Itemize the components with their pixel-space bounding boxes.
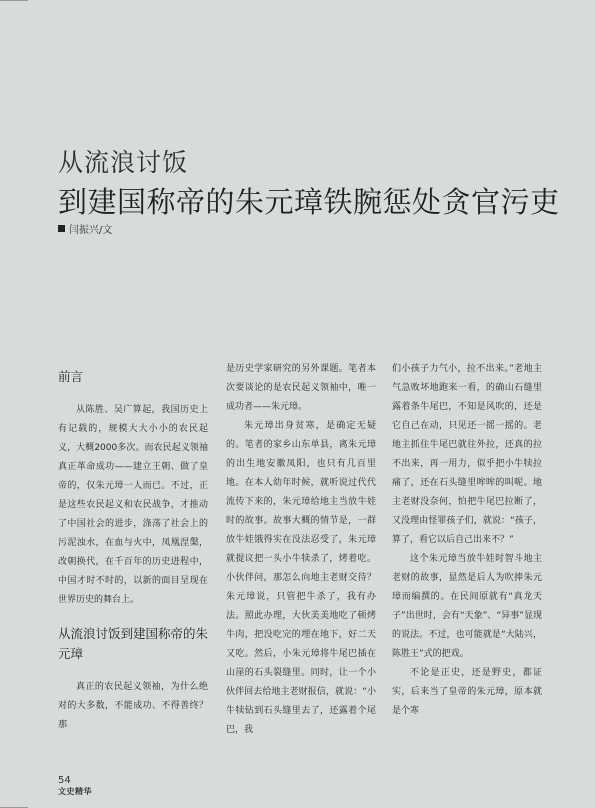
square-bullet-icon (58, 225, 65, 232)
paragraph: 从陈胜、吴广算起，我国历史上有记载的，规模大大小小的农民起义，大概2000多次。而农民起义领袖真正革命成功——建立王朝、做了皇帝的，仅朱元璋一人而已。不过，正是这些农民起义和农民战争，才推动了中国社会的进步，涤荡了社会上的污泥浊水，在血与火中，凤凰涅槃，改朝换代，在千百年的历史进程中，中国才时不时的，以新的面目呈现在世界历史的舞台上。 (58, 405, 208, 605)
article-title-line1: 从流浪讨饭 (58, 148, 189, 177)
paragraph: 朱元璋出身贫寒，是确定无疑的。笔者的家乡山东单县，离朱元璋的出生地安徽凤阳，也只有几百里地。在本人幼年时候，就听说过代代流传下来的，朱元璋给地主当放牛娃时的故事。故事大概的情节是，一群放牛娃饿得实在没法忍受了，朱元璋就提议把一头小牛犊杀了，烤着吃。小伙伴问，那怎么向地主老财交待？朱元璋说，只管把牛杀了，我有办法。照此办理，大伙美美地吃了顿烤牛肉，把没吃完的埋在地下，好二天又吃。然后，小朱元璋将牛尾巴插在山崖的石头裂缝里。同时，让一个小伙伴回去给地主老财报信，就说：“小牛犊钻到石头缝里去了，还露着个尾巴，我 (226, 421, 376, 735)
paragraph: 是历史学家研究的另外课题。笔者本次要谈论的是农民起义领袖中，唯一成功者——朱元璋。 (226, 364, 376, 412)
author-name: 闫振兴/文 (69, 225, 113, 236)
column-3 (392, 360, 542, 721)
paragraph: 这个朱元璋当放牛娃时智斗地主老财的故事，显然是后人为吹捧朱元璋而编撰的。在民间原就有“真龙天子”出世时，会有“天象”、“异事”显现的说法。不过，也可能就是“大陆兴，陈胜王”式的把戏。 (392, 554, 542, 659)
crop-mark (0, 0, 28, 1)
magazine-name: 文史精华 (58, 787, 92, 796)
page-number: 54 (58, 775, 71, 786)
paragraph: 真正的农民起义领袖，为什么绝对的大多数，不能成功、不得善终？那 (58, 682, 208, 730)
section-heading-zhu-yuanzhang: 从流浪讨饭到建国称帝的朱元璋 (58, 626, 209, 661)
page-footer (58, 775, 92, 797)
column-2 (226, 360, 376, 740)
article-title-line2: 到建国称帝的朱元璋铁腕惩处贪官污吏 (58, 185, 560, 219)
column-1 (58, 360, 208, 735)
paragraph: 们小孩子力气小，拉不出来。”老地主气急败坏地跑来一看，的确山石缝里露着条牛尾巴，不知是风吹的，还是它自己在动，只见还一摇一摇的。老地主抓住牛尾巴就往外拉，还真的拉不出来，再一用力，似乎把小牛犊拉痛了，还在石头缝里哞哞的叫呢。地主老财没奈何，怕把牛尾巴拉断了，又没理由怪罪孩子们，就说：“孩子，算了，看它以后自己出来不？” (392, 364, 542, 545)
paragraph: 不论是正史，还是野史，都证实，后来当了皇帝的朱元璋，原本就是个寒 (392, 668, 542, 716)
byline (58, 221, 112, 236)
section-heading-preface: 前言 (58, 369, 84, 384)
